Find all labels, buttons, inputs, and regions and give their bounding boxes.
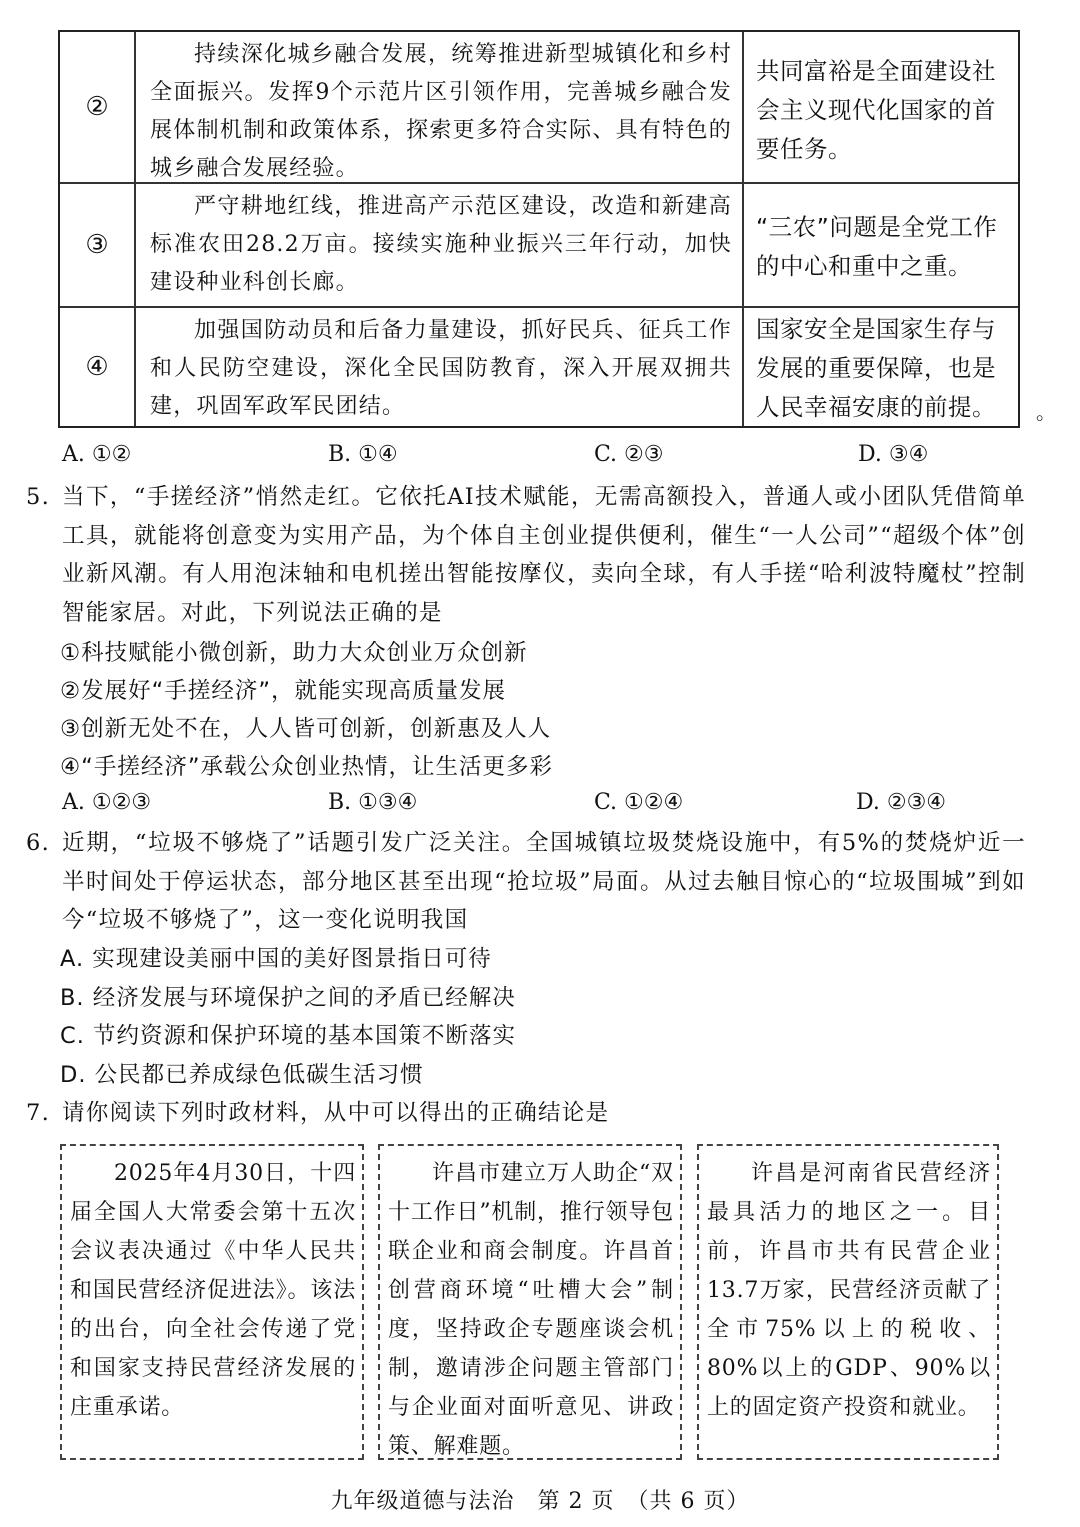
row-number: ③ xyxy=(60,184,136,306)
option-a: A. ①②③ xyxy=(62,790,152,815)
row-number: ② xyxy=(60,32,136,182)
statement-3: ③创新无处不在，人人皆可创新，创新惠及人人 xyxy=(60,716,552,742)
row-measures: 严守耕地红线，推进高产示范区建设，改造和新建高标准农田28.2万亩。接续实施种业振兴三年行动，加快建设种业科创长廊。 xyxy=(136,184,744,306)
question-7 xyxy=(26,1094,1026,1133)
q4-options xyxy=(62,442,1022,478)
row-measures: 加强国防动员和后备力量建设，抓好民兵、征兵工作和人民防空建设，深化全民国防教育，深入开展双拥共建，巩固军政军民团结。 xyxy=(136,308,744,426)
row-number: ④ xyxy=(60,308,136,426)
question-number: 7. xyxy=(26,1100,51,1126)
statement-2: ②发展好“手搓经济”，就能实现高质量发展 xyxy=(60,678,506,704)
row-basis: “三农”问题是全党工作的中心和重中之重。 xyxy=(756,213,998,280)
table-row xyxy=(60,184,1018,308)
table-row xyxy=(60,32,1018,184)
material-box-1: 2025年4月30日，十四届全国人大常委会第十五次会议表决通过《中华人民共和国民营经济促进法》。该法的出台，向全社会传递了党和国家支持民营经济发展的庄重承诺。 xyxy=(60,1144,364,1460)
option-a: A. ①② xyxy=(62,442,132,467)
question-number: 6. xyxy=(26,830,51,856)
option-a: A. 实现建设美丽中国的美好图景指日可待 xyxy=(60,946,492,972)
option-d: D. 公民都已养成绿色低碳生活习惯 xyxy=(60,1062,424,1088)
option-b: B. ①④ xyxy=(328,442,398,467)
row-measures: 持续深化城乡融合发展，统筹推进新型城镇化和乡村全面振兴。发挥9个示范片区引领作用，完善城乡融合发展体制机制和政策体系，探索更多符合实际、具有特色的城乡融合发展经验。 xyxy=(136,32,744,182)
material-box-2: 许昌市建立万人助企“双十工作日”机制，推行领导包联企业和商会制度。许昌首创营商环境“吐槽大会”制度，坚持政企专题座谈会机制，邀请涉企问题主管部门与企业面对面听意见、讲政策、解难题。 xyxy=(378,1144,682,1460)
q5-options xyxy=(62,790,1022,826)
option-c: C. 节约资源和保护环境的基本国策不断落实 xyxy=(60,1023,517,1049)
statement-1: ①科技赋能小微创新，助力大众创业万众创新 xyxy=(60,640,528,666)
option-c: C. ①②④ xyxy=(594,790,684,815)
measures-table xyxy=(58,30,1020,428)
question-stem: 近期，“垃圾不够烧了”话题引发广泛关注。全国城镇垃圾焚烧设施中，有5%的焚烧炉近一半时间处于停运状态，部分地区甚至出现“抢垃圾”局面。从过去触目惊心的“垃圾围城”到如今“垃圾不够烧了”，这一变化说明我国 xyxy=(62,830,1026,933)
option-c: C. ②③ xyxy=(594,442,664,467)
option-d: D. ②③④ xyxy=(856,790,947,815)
row-basis: 国家安全是国家生存与发展的重要保障，也是人民幸福安康的前提。 xyxy=(756,315,996,421)
question-stem: 当下，“手搓经济”悄然走红。它依托AI技术赋能，无需高额投入，普通人或小团队凭借简单工具，就能将创意变为实用产品，为个体自主创业提供便利，催生“一人公司”“超级个体”创业新风潮。有人用泡沫轴和电机搓出智能按摩仪，卖向全球，有人手搓“哈利波特魔杖”控制智能家居。对此，下列说法正确的是 xyxy=(62,484,1026,626)
question-stem: 请你阅读下列时政材料，从中可以得出的正确结论是 xyxy=(62,1100,610,1126)
option-b: B. 经济发展与环境保护之间的矛盾已经解决 xyxy=(60,985,516,1011)
option-b: B. ①③④ xyxy=(328,790,418,815)
option-d: D. ③④ xyxy=(858,442,929,467)
page-footer: 九年级道德与法治 第 2 页 （共 6 页） xyxy=(330,1489,750,1514)
question-number: 5. xyxy=(26,484,51,510)
row-basis: 共同富裕是全面建设社会主义现代化国家的首要任务。 xyxy=(756,57,996,163)
statement-4: ④“手搓经济”承载公众创业热情，让生活更多彩 xyxy=(60,754,553,780)
question-5 xyxy=(26,478,1026,632)
material-box-3: 许昌是河南省民营经济最具活力的地区之一。目前，许昌市共有民营企业13.7万家，民营经济贡献了全市75%以上的税收、80%以上的GDP、90%以上的固定资产投资和就业。 xyxy=(697,1144,999,1460)
trailing-mark: 。 xyxy=(1036,400,1056,424)
question-6 xyxy=(26,824,1026,940)
table-row xyxy=(60,308,1018,426)
